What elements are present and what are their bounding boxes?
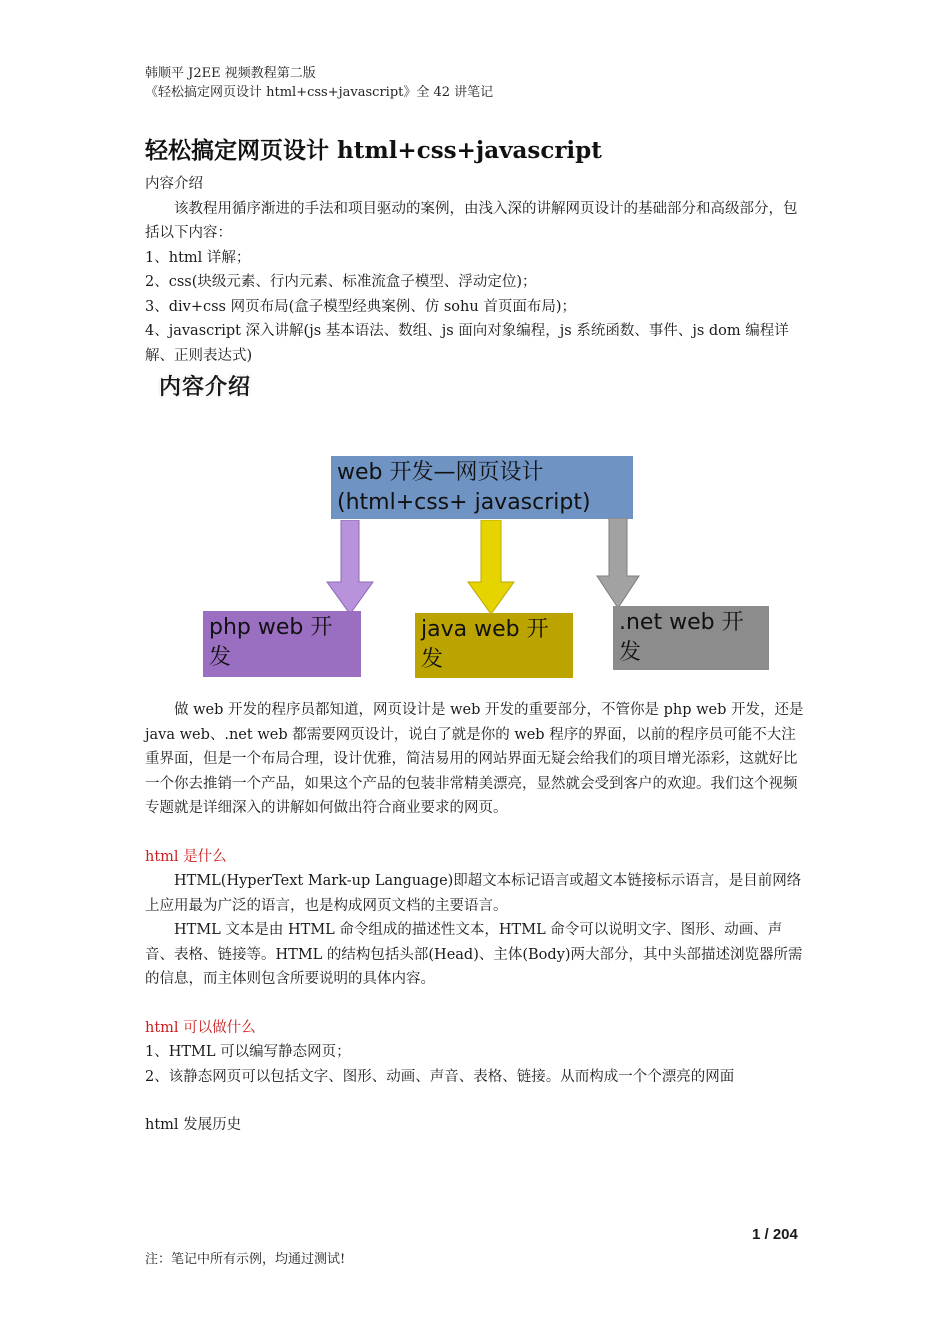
net-box-line-2: 发 — [619, 640, 642, 665]
php-box-line-1: php web 开 — [209, 615, 333, 640]
php-web-box — [203, 611, 361, 677]
body-paragraph: 做 web 开发的程序员都知道，网页设计是 web 开发的重要部分，不管你是 php web 开发，还是 java web、.net web 都需要网页设计，说白了就是你的 web 程序的界面，以前的程序员可能不大注重界面，但是一个布局合理，设计优雅，简洁易用的网站界面无疑会给我们的项目增光添彩，这就好比一个你去推销一个产品，如果这个产品的包装非常精美漂亮，显然就会受到客户的欢迎。我们这个视频专题就是详细深入的讲解如何做出符合商业要求的网页。 — [145, 702, 804, 816]
java-box-line-2: 发 — [421, 647, 444, 672]
net-box-line-1: .net web 开 — [619, 610, 744, 635]
html-can-do-item-2: 2、该静态网页可以包括文字、图形、动画、声音、表格、链接。从而构成一个个漂亮的网面 — [145, 1068, 735, 1085]
web-dev-box-line-1: web 开发—网页设计 — [337, 460, 544, 485]
java-box-line-1: java web 开 — [421, 617, 549, 642]
web-dev-box — [331, 456, 633, 519]
page-header — [145, 64, 493, 102]
arrow-to-php — [325, 520, 375, 616]
intro-item-4: 4、javascript 深入讲解(js 基本语法、数组、js 面向对象编程，js 系统函数、事件、js dom 编程详解、正则表达式) — [145, 323, 789, 364]
diagram-label: 内容介绍 — [159, 375, 252, 400]
page-title: 轻松搞定网页设计 html+css+javascript — [145, 137, 602, 164]
web-dev-diagram — [145, 368, 807, 698]
php-box-line-2: 发 — [209, 645, 232, 670]
html-can-do-item-1: 1、HTML 可以编写静态网页； — [145, 1044, 351, 1060]
net-web-box — [613, 606, 769, 670]
web-dev-box-line-2: (html+css+ javascript) — [337, 490, 591, 515]
what-is-html-paragraph-2: HTML 文本是由 HTML 命令组成的描述性文本，HTML 命令可以说明文字、图形、动画、声音、表格、链接等。HTML 的结构包括头部(Head)、主体(Body)两大部分，其中头部描述浏览器所需的信息，而主体则包含所要说明的具体内容。 — [145, 922, 803, 987]
arrow-to-java — [466, 520, 516, 616]
header-line-2: 《轻松搞定网页设计 html+css+javascript》全 42 讲笔记 — [145, 85, 494, 100]
page-number: 1 / 204 — [752, 1226, 798, 1243]
what-is-html-paragraph-1: HTML(HyperText Mark-up Language)即超文本标记语言或超文本链接标示语言，是目前网络上应用最为广泛的语言，也是构成网页文档的主要语言。 — [145, 873, 802, 914]
spacer — [145, 1089, 807, 1113]
intro-paragraph: 该教程用循序渐进的手法和项目驱动的案例，由浅入深的讲解网页设计的基础部分和高级部分，包括以下内容： — [145, 200, 798, 241]
section-heading-what-html-can-do: html 可以做什么 — [145, 1019, 256, 1036]
spacer — [145, 821, 807, 845]
intro-item-3: 3、div+css 网页布局(盒子模型经典案例、仿 sohu 首页面布局)； — [145, 298, 576, 315]
intro-heading: 内容介绍 — [145, 176, 203, 192]
intro-item-2: 2、css(块级元素、行内元素、标准流盒子模型、浮动定位)； — [145, 274, 537, 290]
java-web-box — [415, 613, 573, 678]
header-line-1: 韩顺平 J2EE 视频教程第二版 — [145, 66, 316, 81]
section-heading-what-is-html: html 是什么 — [145, 848, 227, 865]
spacer — [145, 992, 807, 1016]
intro-item-1: 1、html 详解； — [145, 249, 251, 266]
main-content — [145, 172, 807, 1138]
section-heading-html-history: html 发展历史 — [145, 1117, 242, 1133]
arrow-to-net — [595, 518, 641, 610]
footer-note: 注：笔记中所有示例，均通过测试! — [145, 1252, 346, 1267]
